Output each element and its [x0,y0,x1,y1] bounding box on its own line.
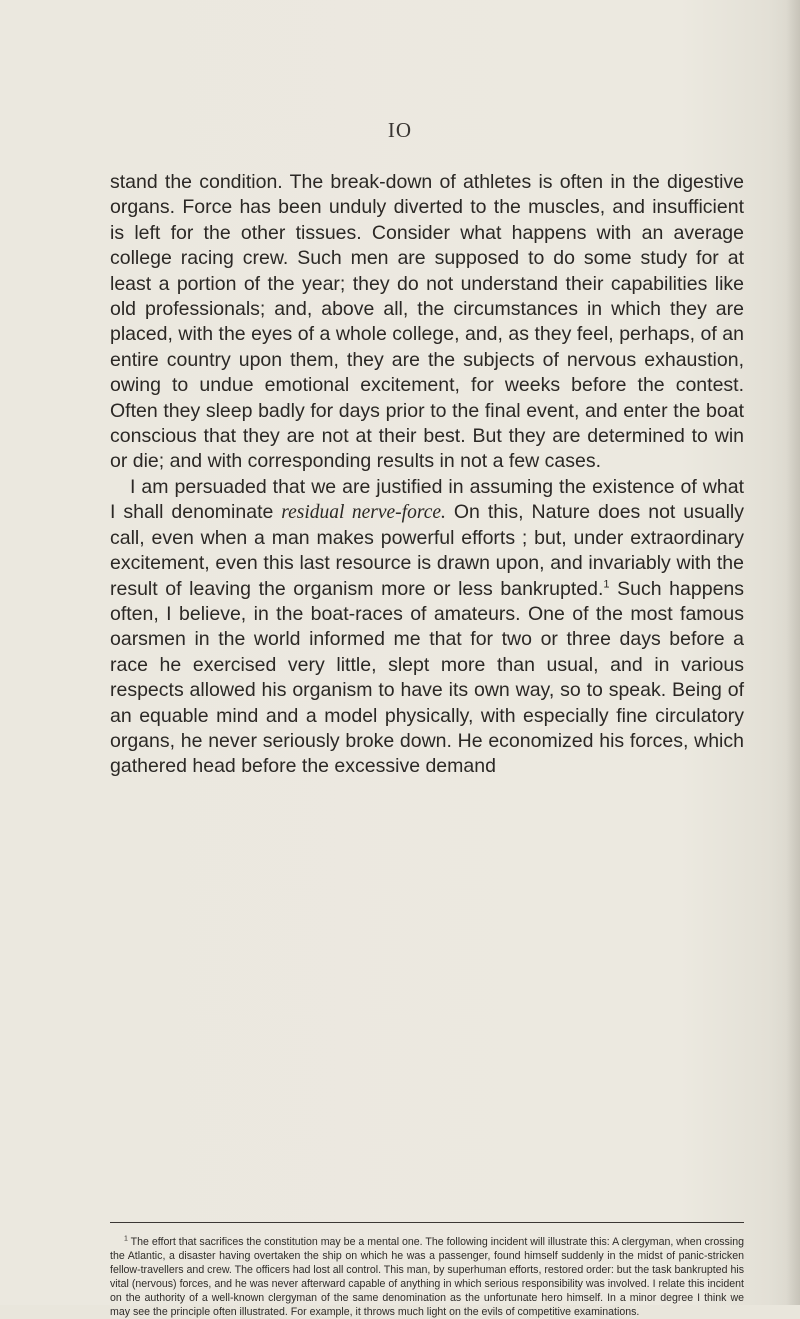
footnote [110,1236,744,1319]
footnote-divider [110,1222,744,1223]
page-number: IO [387,118,413,142]
italic-term: residual nerve-force. [281,502,446,524]
paragraph-2-text-c: Such happens often, I believe, in the boat-races of amateurs. One of the most famous oarsmen in the world informed me that for two or three days before a race he exercised very little, slept more than usual, and in various respects allowed his organism to have its own way, so to speak. Being of an equable mind and a model physically, with especially fine circulatory organs, he never seriously broke down. He economized his forces, which gathered head before the excessive demand [110,577,745,778]
footnote-text: The effort that sacrifices the constitution may be a mental one. The following incident will illustrate this: A clergyman, when crossing the Atlantic, a disaster having overtaken the ship on which he was a passenger, found himself suddenly in the midst of panic-stricken fellow-travellers and crew. The officers had lost all control. This man, by superhuman efforts, restored order: but the task bankrupted his vital (nervous) forces, and he was never afterward capable of anything in which serious responsibility was involved. I relate this incident on the authority of a well-known clergyman of the same denomination as the unfortunate hero himself. In a minor degree I think we may see the principle often illustrated. For example, it throws much light on the evils of competitive examinations. [110,1236,744,1318]
footnote-marker: 1 [124,1235,128,1243]
paragraph-2-text-a: I am persuaded that we are justified in assuming the existence of what I shall denominate [110,475,744,524]
paragraph-1: stand the condition. The break-down of athletes is often in the digestive organs. Force has been unduly diverted to the muscles, and insufficient is left for the other tissues. Consider what happens with an average college racing crew. Such men are supposed to do some study for at least a portion of the year; they do not understand their capabilities like old professionals; and, above all, the circumstances in which they are placed, with the eyes of a whole college, and, as they feel, perhaps, of an entire country upon them, they are the subjects of nervous exhaustion, owing to undue emotional excitement, for weeks before the contest. Often they sleep badly for days prior to the final event, and enter the boat conscious that they are not at their best. But they are determined to win or die; and with corresponding results in not a few cases. [110,171,744,473]
footnote-reference[interactable]: 1 [603,578,610,590]
main-text [110,170,744,780]
paragraph-2-text-b: On this, Nature does not usually call, even when a man makes powerful efforts ; but, under extraordinary excitement, even this last resource is drawn upon, and invariably with the result of leaving the organism more or less bankrupted. [110,501,744,600]
paragraph-2 [110,475,744,780]
footnote-paragraph [110,1236,744,1319]
page-edge-shadow [786,0,800,1305]
